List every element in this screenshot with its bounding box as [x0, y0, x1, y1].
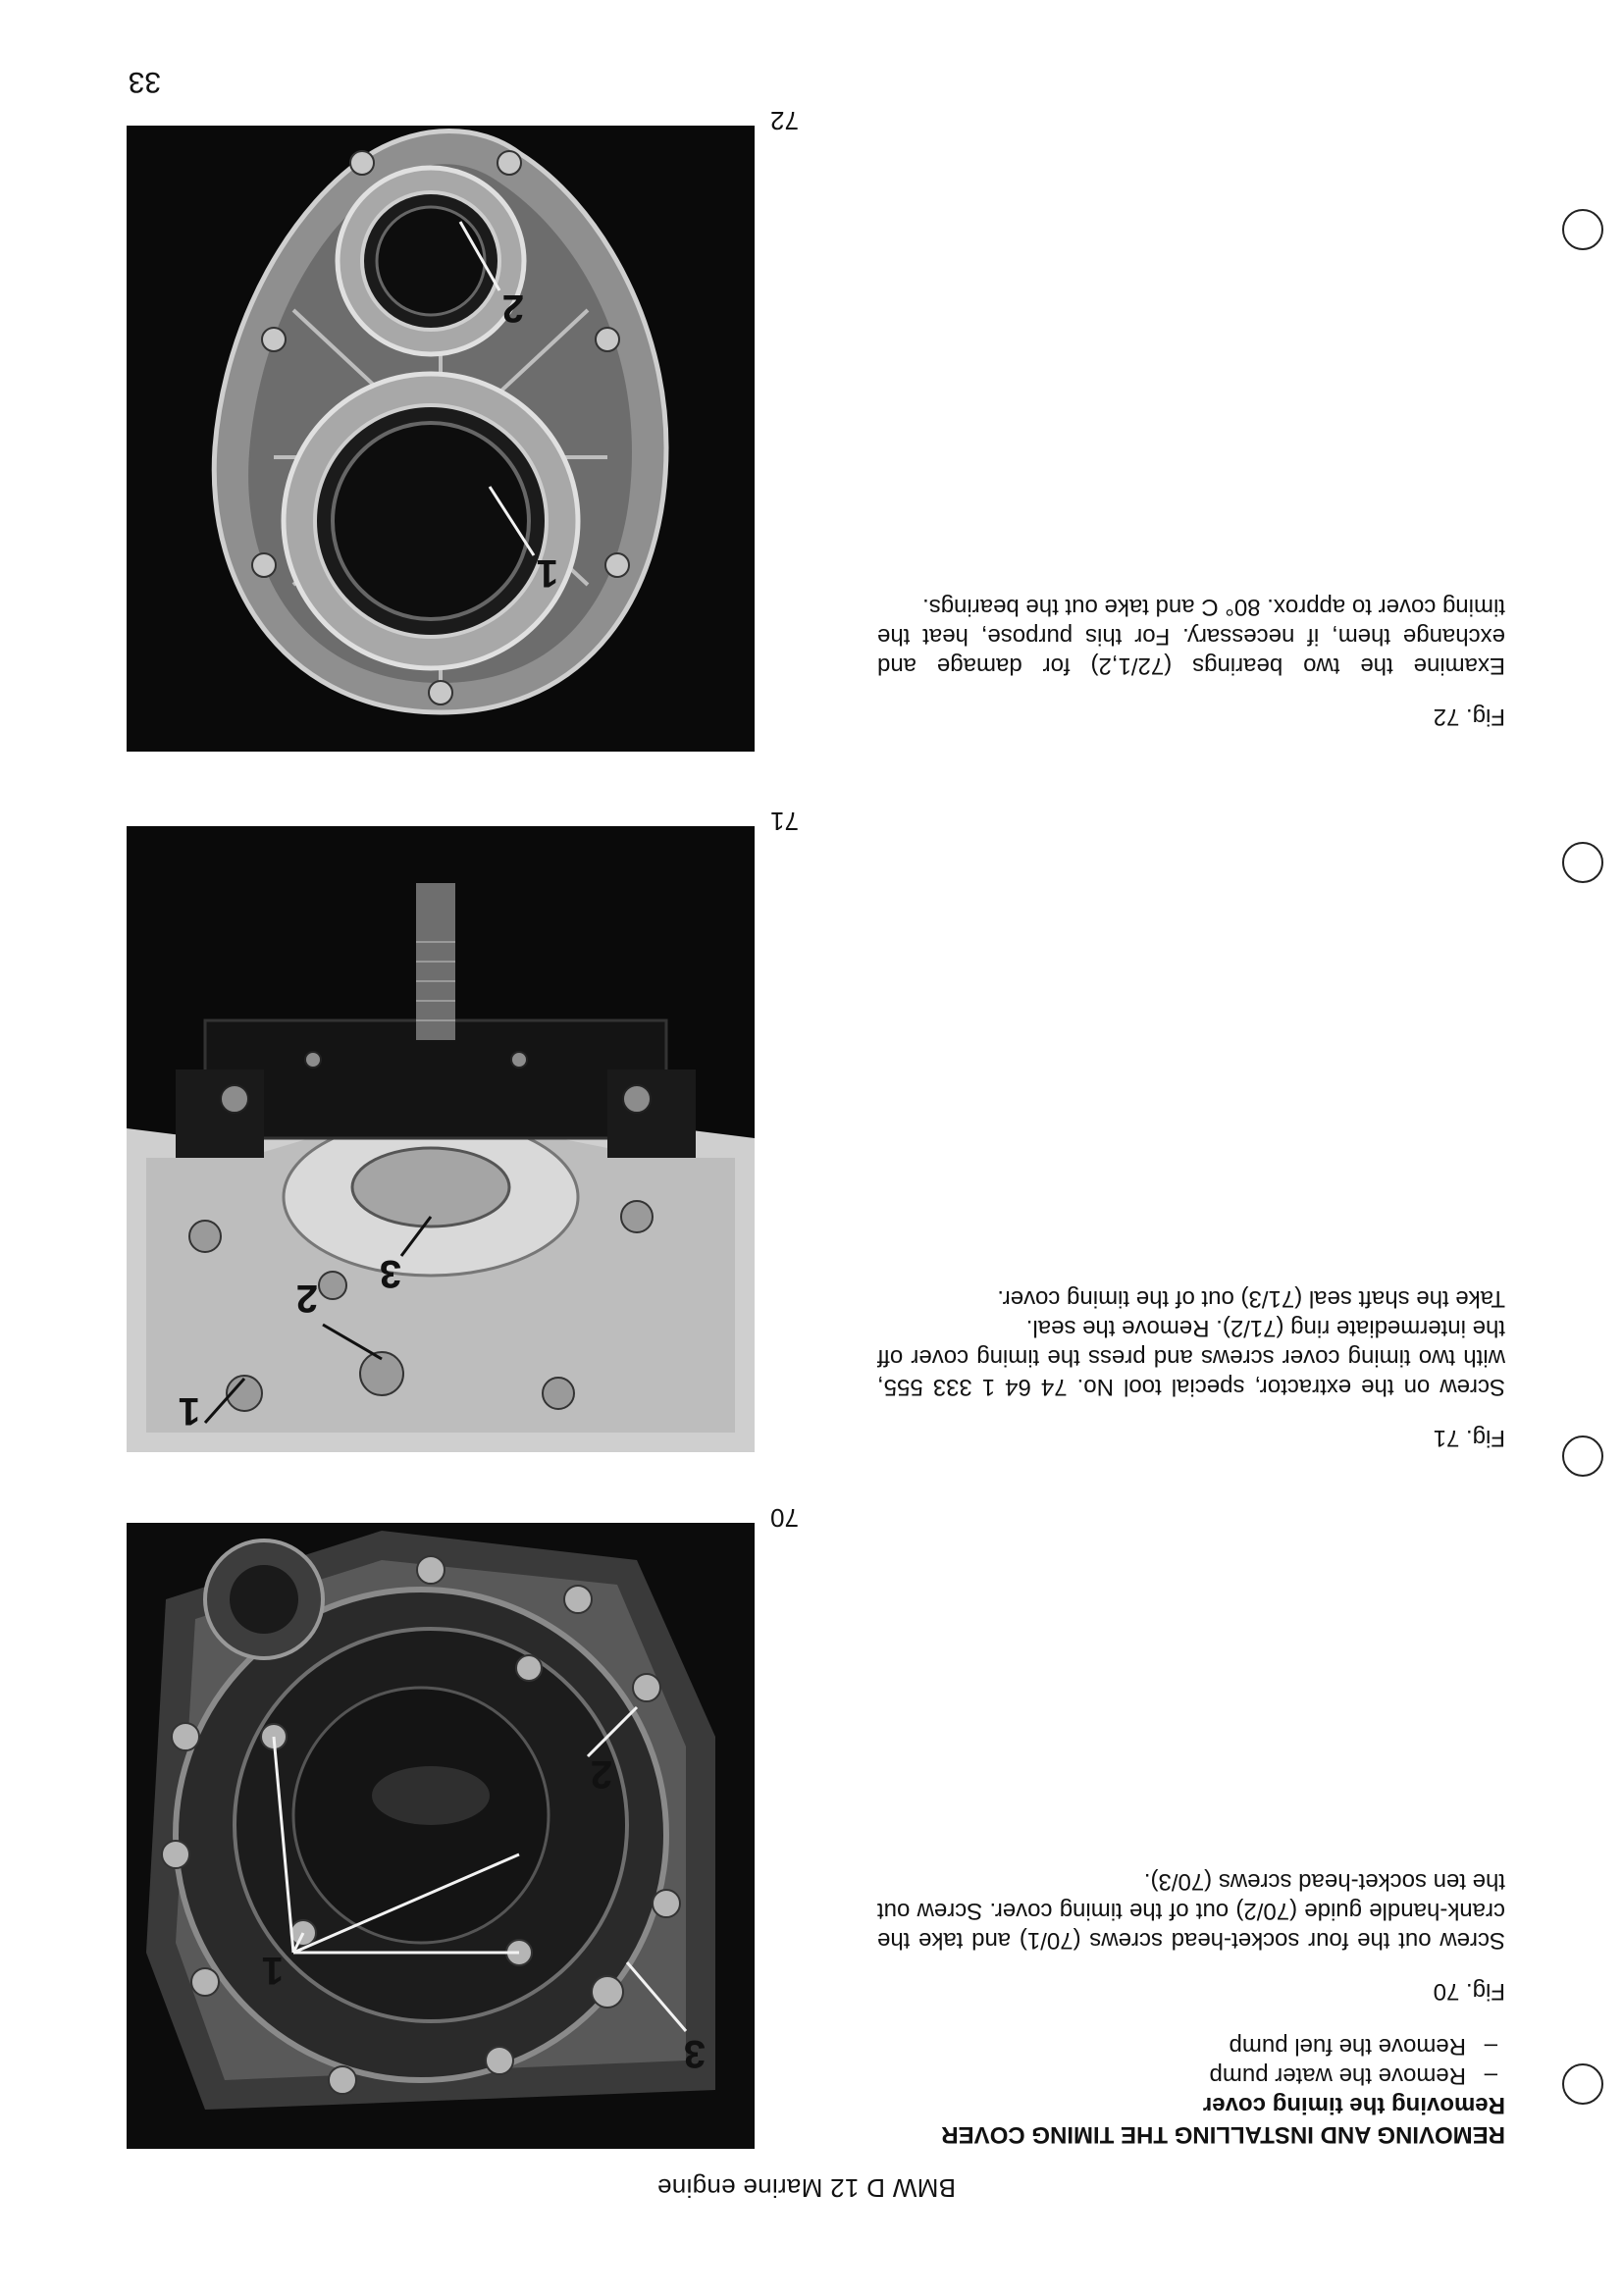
- fig70-callout-1: 1: [261, 1949, 284, 1992]
- fig71-callout-3: 3: [379, 1252, 401, 1295]
- fig71-text-2: Take the shaft seal (71/3) out of the timing cover.: [997, 1285, 1505, 1312]
- extractor-on-timing-cover-photo: [127, 826, 755, 1452]
- fig70-text: Screw out the four socket-head screws (70/1) and take the crank-handle guide (70/2) out of the timing cover. Screw out the ten socket-head screws (70/3).: [877, 1868, 1505, 1954]
- punch-hole-lower-middle: [1562, 842, 1603, 883]
- fig70-photo: [127, 1523, 755, 2149]
- fig72-photo: [127, 126, 755, 752]
- fig70-caption: Fig. 70: [1433, 1978, 1505, 2005]
- fig72-caption: Fig. 72: [1433, 704, 1505, 730]
- punch-hole-upper-middle: [1562, 1435, 1603, 1477]
- punch-hole-bottom: [1562, 209, 1603, 250]
- fig72-text: Examine the two bearings (72/1,2) for damage and exchange them, if necessary. For this purpose, heat the timing cover to approx. 80° C and take out the bearings.: [877, 594, 1505, 679]
- fig72-number: 72: [770, 106, 799, 135]
- fig71-caption: Fig. 71: [1433, 1425, 1505, 1451]
- fig72-callout-1: 1: [536, 551, 558, 595]
- fig70-callout-3: 3: [683, 2032, 706, 2075]
- fig71-text: Screw on the extractor, special tool No. 74 64 1 333 555, with two timing cover screws and press the timing cover off the intermediate ring (71/2). Remove the seal.: [877, 1315, 1505, 1400]
- sub-heading: Removing the timing cover: [1202, 2092, 1505, 2118]
- punch-hole-top: [1562, 2063, 1603, 2105]
- fig71-number: 71: [770, 807, 799, 836]
- section-fig70-text: [877, 1866, 1505, 2149]
- fig71-callout-1: 1: [178, 1389, 200, 1433]
- timing-cover-bearings-photo: [127, 126, 755, 752]
- fig72-callout-2: 2: [501, 287, 524, 330]
- step-item: – Remove the water pump: [877, 2061, 1505, 2090]
- step-list: [877, 2031, 1505, 2090]
- timing-cover-front-view-photo: [127, 1523, 755, 2149]
- page-number: 33: [128, 66, 161, 98]
- fig71-photo: [127, 826, 755, 1452]
- fig70-number: 70: [770, 1503, 799, 1533]
- running-title: BMW D 12 Marine engine: [656, 2173, 956, 2203]
- step-item: – Remove the fuel pump: [877, 2031, 1505, 2061]
- section-fig71-text: [877, 1283, 1505, 1452]
- section-heading: REMOVING AND INSTALLING THE TIMING COVER: [941, 2121, 1505, 2148]
- section-fig72-text: [877, 592, 1505, 731]
- fig70-callout-2: 2: [590, 1752, 612, 1796]
- fig71-callout-2: 2: [295, 1277, 318, 1320]
